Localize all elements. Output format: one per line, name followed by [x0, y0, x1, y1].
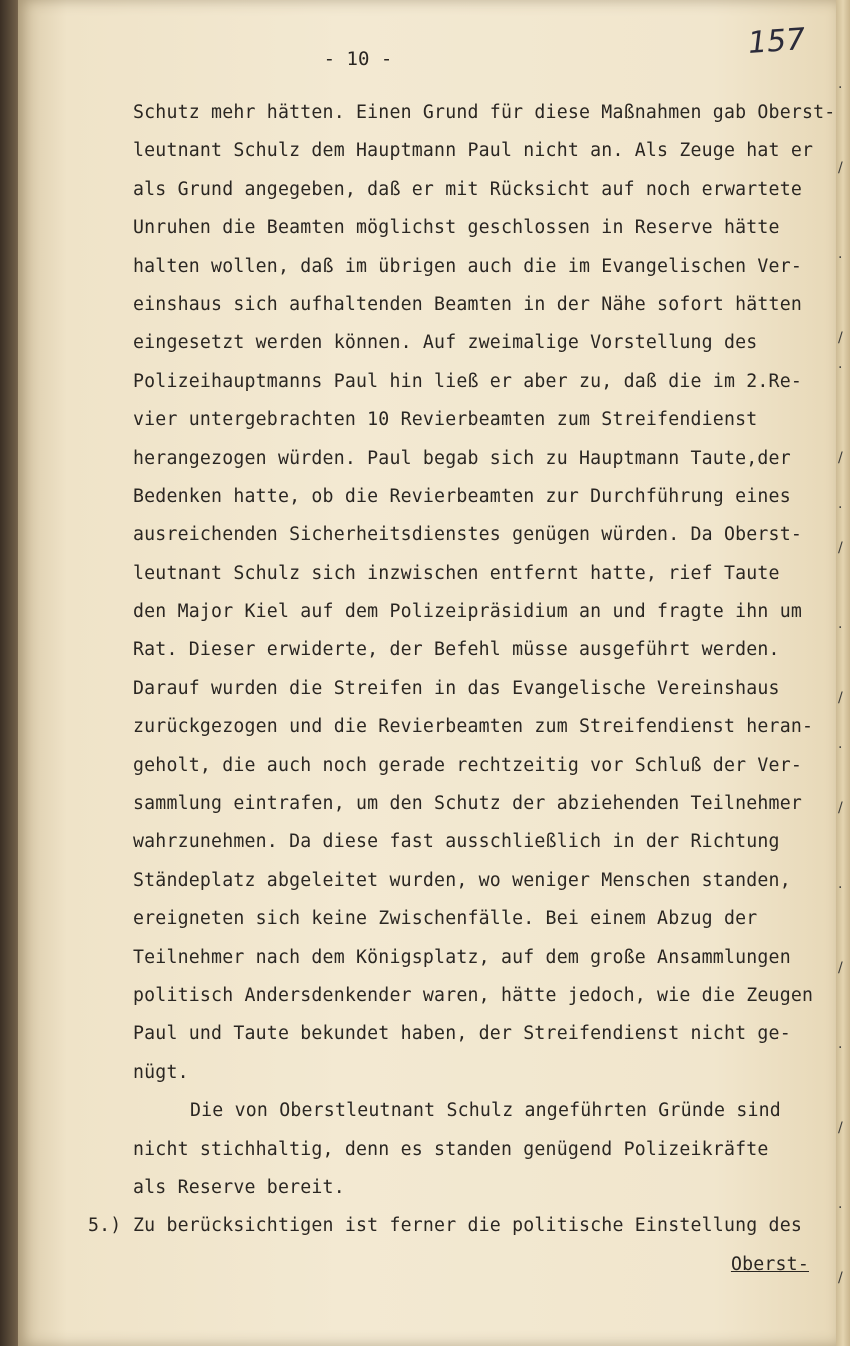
text-line: als Grund angegeben, daß er mit Rücksicht auf noch erwartete	[133, 178, 802, 200]
text-line: eingesetzt werden können. Auf zweimalige Vorstellung des	[133, 332, 758, 354]
margin-mark: ·	[838, 880, 843, 896]
text-line: Schutz mehr hätten. Einen Grund für diese Maßnahmen gab Oberst-	[133, 102, 836, 123]
text-line: nicht stichhaltig, denn es standen genügend Polizeikräfte	[133, 1138, 769, 1160]
text-line: Die von Oberstleutnant Schulz angeführten Gründe sind	[190, 1100, 781, 1122]
text-line: Unruhen die Beamten möglichst geschlossen in Reserve hätte	[133, 217, 780, 239]
margin-mark: /	[838, 450, 843, 466]
text-line: halten wollen, daß im übrigen auch die im Evangelischen Ver-	[133, 255, 802, 277]
text-line: zurückgezogen und die Revierbeamten zum Streifendienst heran-	[133, 716, 814, 738]
margin-mark: ·	[838, 620, 843, 636]
text-line: Ständeplatz abgeleitet wurden, wo weniger Menschen standen,	[133, 869, 791, 891]
margin-mark: ·	[838, 360, 843, 376]
typed-text-block	[88, 94, 845, 1284]
text-line: sammlung eintrafen, um den Schutz der abziehenden Teilnehmer	[133, 793, 802, 815]
text-line: als Reserve bereit.	[133, 1176, 345, 1198]
margin-mark: /	[838, 160, 843, 176]
folio-number: 157	[746, 22, 807, 61]
text-line: Polizeihauptmanns Paul hin ließ er aber zu, daß die im 2.Re-	[133, 370, 802, 392]
text-line: leutnant Schulz sich inzwischen entfernt hatte, rief Taute	[133, 562, 780, 584]
margin-mark: /	[838, 800, 843, 816]
margin-mark: /	[838, 330, 843, 346]
text-line: einshaus sich aufhaltenden Beamten in der Nähe sofort hätten	[133, 293, 802, 315]
text-line: Paul und Taute bekundet haben, der Streifendienst nicht ge-	[133, 1023, 791, 1045]
margin-mark: ·	[838, 250, 843, 266]
text-line: Darauf wurden die Streifen in das Evangelische Vereinshaus	[133, 677, 780, 699]
margin-mark: /	[838, 1120, 843, 1136]
margin-mark: ·	[838, 1200, 843, 1216]
text-line: vier untergebrachten 10 Revierbeamten zum Streifendienst	[133, 409, 758, 431]
text-line: wahrzunehmen. Da diese fast ausschließlich in der Richtung	[133, 831, 780, 853]
margin-mark: ·	[838, 80, 843, 96]
text-line: ereigneten sich keine Zwischenfälle. Bei einem Abzug der	[133, 908, 758, 930]
document-page	[18, 0, 836, 1346]
item-number: 5.)	[88, 1215, 122, 1237]
numbered-item	[88, 1207, 845, 1245]
text-line: Teilnehmer nach dem Königsplatz, auf dem große Ansammlungen	[133, 946, 791, 968]
text-line: ausreichenden Sicherheitsdienstes genügen würden. Da Oberst-	[133, 524, 802, 546]
page-number: - 10 -	[323, 48, 393, 70]
text-line: geholt, die auch noch gerade rechtzeitig vor Schluß der Ver-	[133, 754, 802, 776]
margin-mark: ·	[838, 500, 843, 516]
text-line: politisch Andersdenkender waren, hätte jedoch, wie die Zeugen	[133, 984, 814, 1006]
margin-mark: /	[838, 960, 843, 976]
margin-mark: ·	[838, 740, 843, 756]
item-text: Zu berücksichtigen ist ferner die politische Einstellung des	[133, 1215, 802, 1237]
catchword-line	[133, 1246, 845, 1284]
margin-mark: /	[838, 1270, 843, 1286]
text-line: nügt.	[133, 1061, 189, 1083]
catchword: Oberst-	[730, 1253, 809, 1275]
text-line: herangezogen würden. Paul begab sich zu Hauptmann Taute,der	[133, 447, 791, 469]
margin-mark: /	[838, 540, 843, 556]
text-line: leutnant Schulz dem Hauptmann Paul nicht an. Als Zeuge hat er	[133, 140, 814, 162]
margin-mark: /	[838, 690, 843, 706]
text-line: den Major Kiel auf dem Polizeipräsidium an und fragte ihn um	[133, 601, 802, 623]
margin-mark: ·	[838, 1040, 843, 1056]
text-line: Bedenken hatte, ob die Revierbeamten zur Durchführung eines	[133, 485, 791, 507]
margin-tick-marks	[838, 80, 850, 1300]
text-line: Rat. Dieser erwiderte, der Befehl müsse ausgeführt werden.	[133, 639, 780, 661]
